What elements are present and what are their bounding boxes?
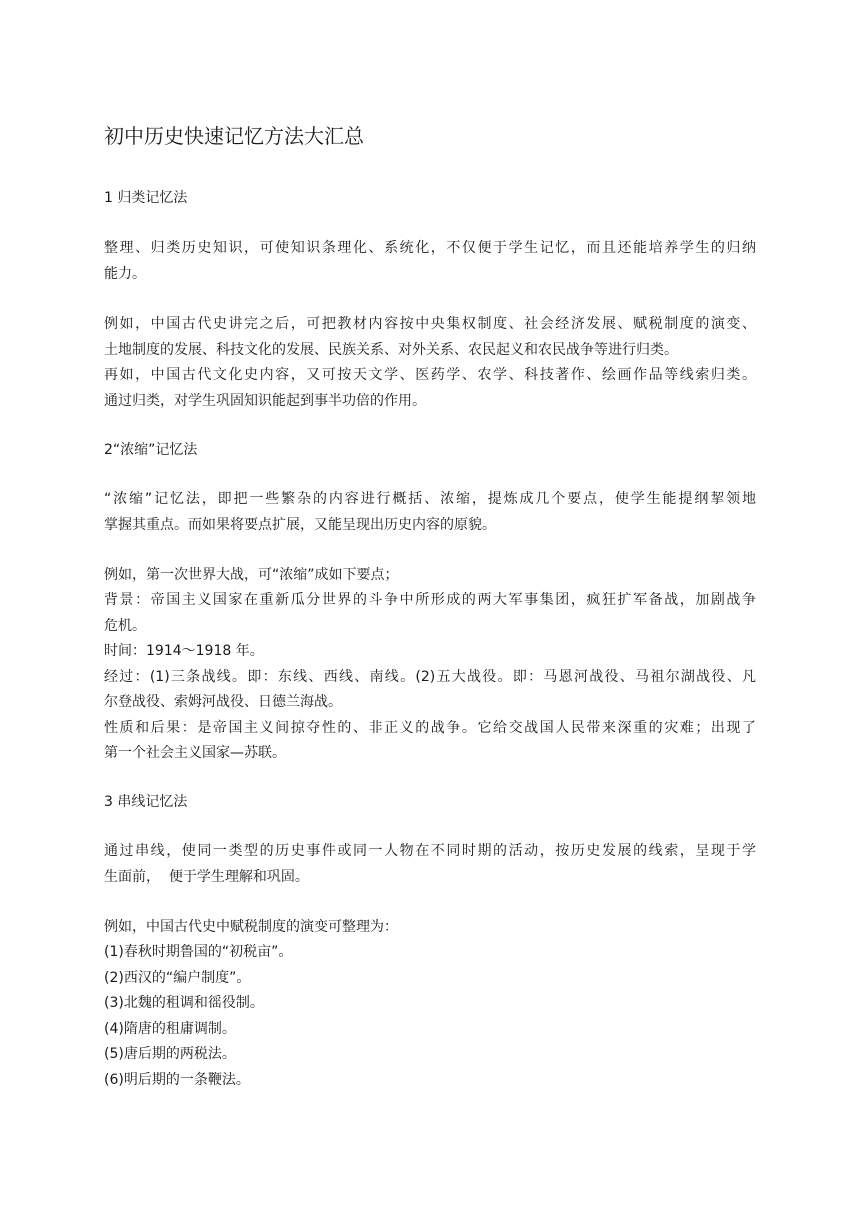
paragraph-line: 整理、归类历史知识，可使知识条理化、系统化，不仅便于学生记忆，而且还能培养学生的归纳	[104, 240, 756, 256]
paragraph-line: 尔登战役、索姆河战役、日德兰海战。	[104, 694, 342, 710]
paragraph-line: 通过归类，对学生巩固知识能起到事半功倍的作用。	[104, 393, 426, 409]
list-item: (1)春秋时期鲁国的“初税亩”。	[104, 944, 293, 960]
paragraph-line: 通过串线，使同一类型的历史事件或同一人物在不同时期的活动，按历史发展的线索，呈现于学	[104, 843, 756, 859]
paragraph-line: 危机。	[104, 618, 146, 634]
section-heading: 3 串线记忆法	[104, 794, 188, 810]
paragraph-line: 生面前， 便于学生理解和巩固。	[104, 869, 309, 885]
paragraph-line: 第一个社会主义国家—苏联。	[104, 745, 286, 761]
section-heading: 2“浓缩”记忆法	[104, 442, 198, 458]
document-title: 初中历史快速记忆方法大汇总	[104, 124, 364, 148]
list-item: (4)隋唐的租庸调制。	[104, 1021, 236, 1037]
paragraph-line: 土地制度的发展、科技文化的发展、民族关系、对外关系、农民起义和农民战争等进行归类。	[104, 342, 678, 358]
list-item: (5)唐后期的两税法。	[104, 1046, 236, 1062]
section-heading: 1 归类记忆法	[104, 190, 188, 206]
paragraph-line: 时间：1914～1918 年。	[104, 643, 264, 659]
paragraph-line: 经过：(1)三条战线。即：东线、西线、南线。(2)五大战役。即：马恩河战役、马祖尔湖战役、凡	[104, 669, 756, 685]
list-item: (2)西汉的“编户制度”。	[104, 970, 251, 986]
paragraph-line: 再如，中国古代文化史内容，又可按天文学、医药学、农学、科技著作、绘画作品等线索归类。	[104, 367, 756, 383]
list-item: (3)北魏的租调和徭役制。	[104, 995, 264, 1011]
paragraph-line: “浓缩”记忆法，即把一些繁杂的内容进行概括、浓缩，提炼成几个要点，使学生能提纲挈领地	[104, 491, 756, 507]
list-item: (6)明后期的一条鞭法。	[104, 1072, 250, 1088]
paragraph-line: 例如，第一次世界大战，可“浓缩”成如下要点；	[104, 567, 399, 583]
paragraph-line: 性质和后果：是帝国主义间掠夺性的、非正义的战争。它给交战国人民带来深重的灾难；出现了	[104, 720, 756, 736]
paragraph-line: 能力。	[104, 266, 146, 282]
paragraph-line: 例如，中国古代史中赋税制度的演变可整理为：	[104, 919, 398, 935]
paragraph-line: 掌握其重点。而如果将要点扩展，又能呈现出历史内容的原貌。	[104, 517, 496, 533]
paragraph-line: 例如，中国古代史讲完之后，可把教材内容按中央集权制度、社会经济发展、赋税制度的演变、	[104, 316, 756, 332]
paragraph-line: 背景：帝国主义国家在重新瓜分世界的斗争中所形成的两大军事集团，疯狂扩军备战，加剧战争	[104, 592, 756, 608]
